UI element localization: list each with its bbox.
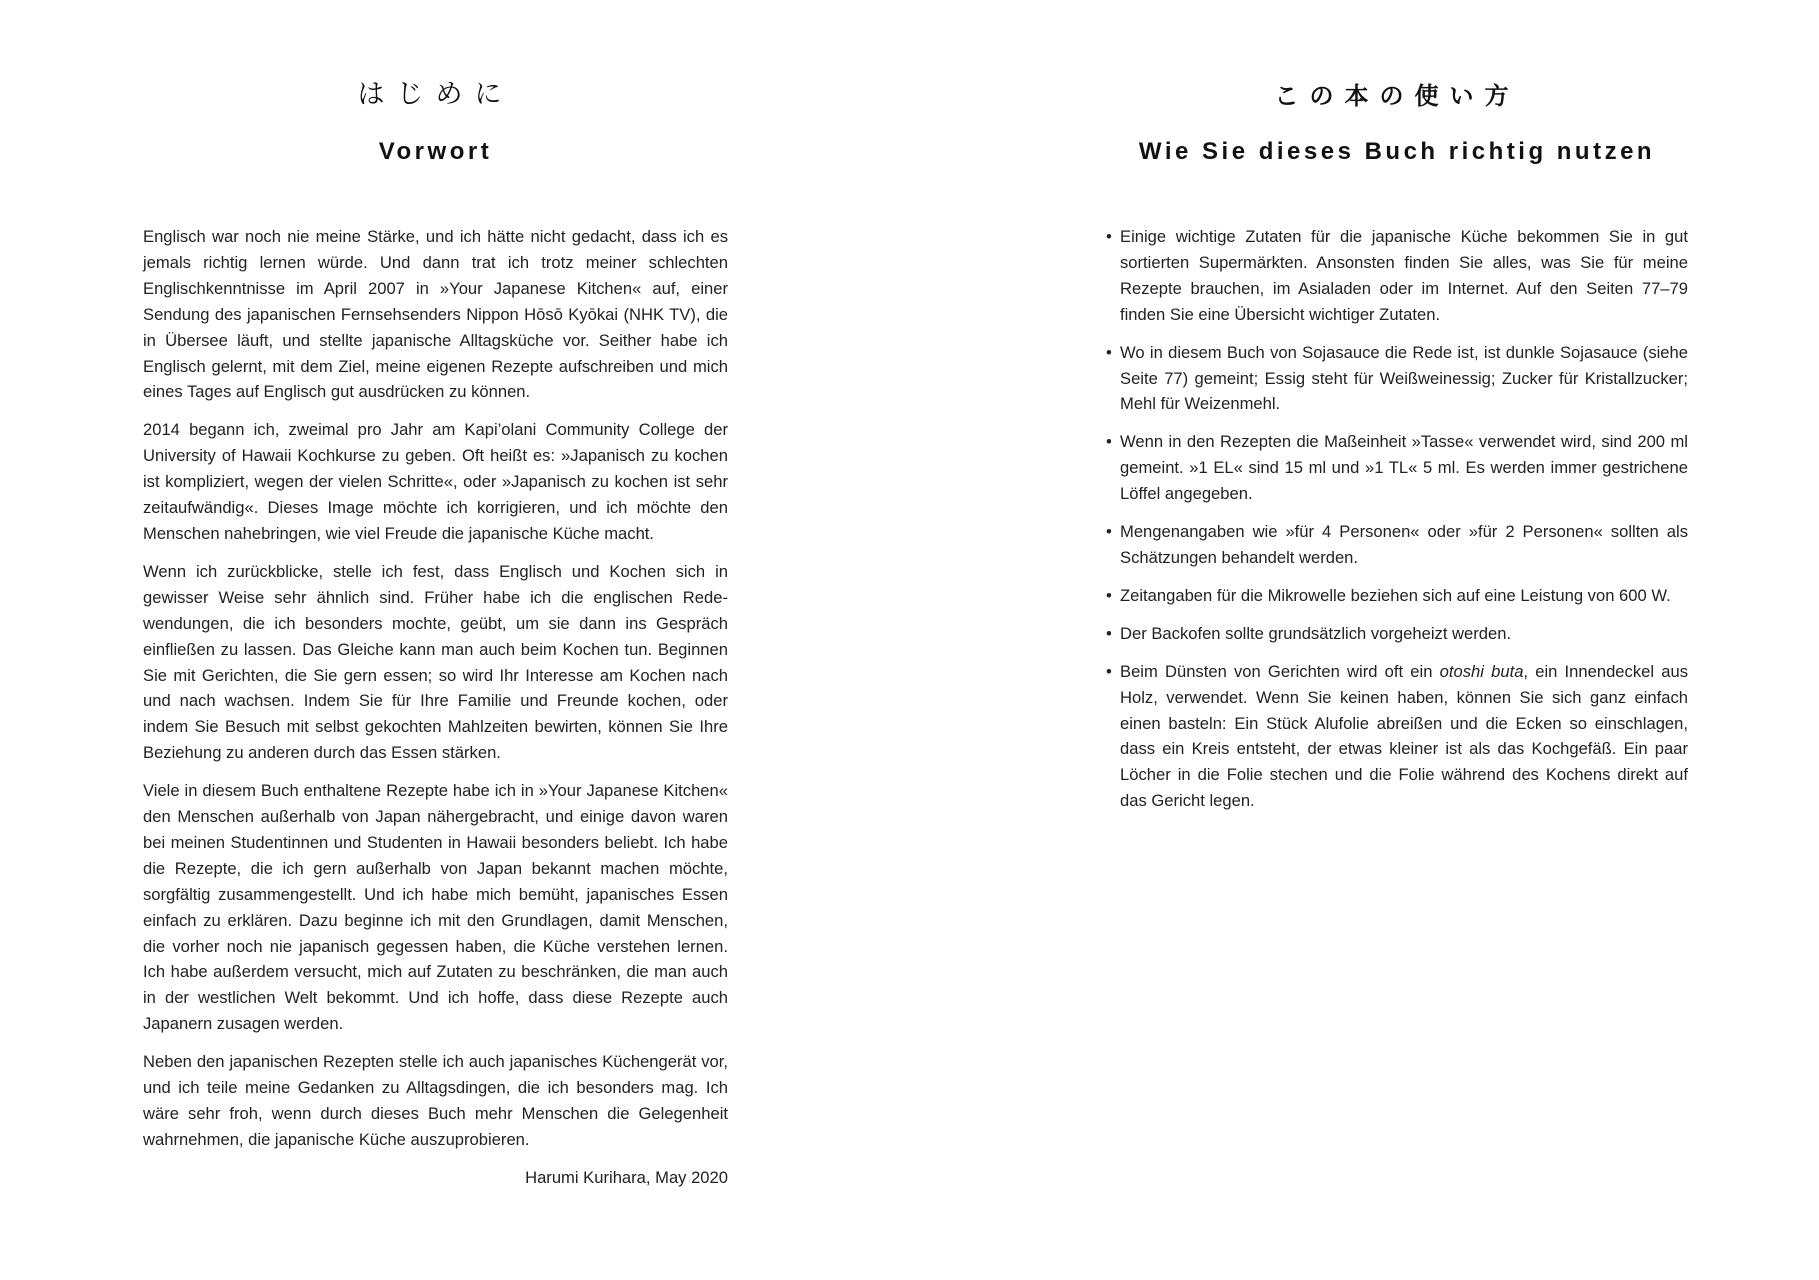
bullet-icon: • bbox=[1106, 342, 1112, 362]
preface-paragraph: Wenn ich zurückblicke, stelle ich fest, dass Englisch und Kochen sich in gewisser Weise sehr ähnlich sind. Früher habe ich die englischen Redewendungen, die ich besonders mochte, geübt, um sie dann ins Gespräch einfließen zu lassen. Das Gleiche kann man auch beim Kochen tun. Beginnen Sie mit Gerichten, die Sie gern essen; so wird Ihr Interesse am Kochen nach und nach wachsen. Indem Sie für Ihre Familie und Freunde kochen, oder indem Sie Besuch mit selbst gekochten Mahlzeiten bewirten, können Sie Ihre Beziehung zu anderen durch das Essen stärken. bbox=[143, 561, 728, 763]
left-page bbox=[143, 0, 728, 1280]
bullet-icon: • bbox=[1106, 227, 1112, 246]
preface-body bbox=[143, 224, 728, 1191]
list-item-text: Zeitangaben für die Mikrowelle beziehen sich auf eine Leistung von 600 W. bbox=[1120, 585, 1671, 605]
list-item bbox=[1106, 224, 1688, 328]
list-item-text: Mengenangaben wie »für 4 Personen« oder »für 2 Personen« sollten als Schätzungen behandelt werden. bbox=[1120, 522, 1688, 567]
bullet-icon: • bbox=[1106, 661, 1112, 681]
list-item-text-before: Beim Dünsten von Gerichten wird oft ein bbox=[1120, 661, 1440, 681]
list-item-text: Einige wichtige Zutaten für die japanische Küche bekommen Sie in gut sortierten Supermärkten. Ansonsten finden Sie alles, was Sie für meine Rezepte brauchen, im Asialaden oder im Internet. Auf den Seiten 77–79 finden Sie eine Übersicht wichtiger Zutaten. bbox=[1120, 227, 1688, 324]
preface-paragraph: 2014 begann ich, zweimal pro Jahr am Kapi’olani Community College der University of Hawaii Kochkurse zu geben. Oft heißt es: »Japanisch zu kochen ist kompliziert, wegen der vielen Schritte«, oder »Japanisch zu kochen ist sehr zeitaufwändig«. Dieses Image möchte ich korrigieren, und ich möchte den Menschen nahebringen, wie viel Freude die japanische Küche macht. bbox=[143, 420, 728, 543]
japanese-title-howto: この本の使い方 bbox=[1274, 82, 1520, 110]
german-title-preface: Vorwort bbox=[378, 138, 493, 165]
bullet-icon: • bbox=[1106, 432, 1112, 452]
right-page bbox=[1106, 0, 1688, 1280]
list-item bbox=[1106, 340, 1688, 418]
bullet-icon: • bbox=[1106, 522, 1112, 542]
list-item-text: Wenn in den Rezepten die Maßeinheit »Tasse« verwendet wird, sind 200 ml gemeint. »1 EL« sind 15 ml und »1 TL« 5 ml. Es werden immer gestrichene Löffel angegeben. bbox=[1120, 432, 1688, 504]
japanese-title-preface: はじめに bbox=[357, 79, 514, 110]
bullet-icon: • bbox=[1106, 585, 1112, 605]
list-item bbox=[1106, 429, 1688, 507]
list-item bbox=[1106, 583, 1688, 609]
author-signature: Harumi Kurihara, May 2020 bbox=[525, 1167, 728, 1187]
list-item bbox=[1106, 621, 1688, 647]
german-title-howto: Wie Sie dieses Buch richtig nutzen bbox=[1138, 138, 1656, 165]
list-item-text: Der Backofen sollte grundsätzlich vorgeheizt werden. bbox=[1120, 623, 1512, 643]
preface-paragraph: Viele in diesem Buch enthaltene Rezepte habe ich in »Your Japanese Kitchen« den Menschen außerhalb von Japan nähergebracht, und einige davon waren bei meinen Studentinnen und Studenten in Hawaii besonders beliebt. Ich habe die Rezepte, die ich gern außerhalb von Japan bekannt machen möchte, sorgfältig zusammengestellt. Und ich habe mich bemüht, japanisches Essen einfach zu erklären. Dazu beginne ich mit den Grundlagen, damit Menschen, die vorher noch nie japanisch gegessen haben, die Küche verstehen lernen. Ich habe außerdem versucht, mich auf Zutaten zu beschränken, die man auch in der westlichen Welt bekommt. Und ich hoffe, dass diese Rezepte auch Japanern zusagen werden. bbox=[143, 781, 728, 1034]
list-item bbox=[1106, 659, 1688, 814]
preface-paragraph: Neben den japanischen Rezepten stelle ich auch japanisches Küchengerät vor, und ich teile meine Gedanken zu Alltagsdingen, die ich besonders mag. Ich wäre sehr froh, wenn durch dieses Buch mehr Menschen die Gelegenheit wahrnehmen, die japanische Küche auszuprobieren. bbox=[143, 1052, 728, 1149]
list-item-text-after: , ein Innendeckel aus Holz, verwendet. Wenn Sie keinen haben, können Sie sich ganz einfach einen basteln: Ein Stück Alufolie abreißen und die Ecken so einschlagen, dass ein Kreis entsteht, der etwas kleiner ist als das Kochgefäß. Ein paar Löcher in die Folie stechen und die Folie während des Kochens direkt auf das Gericht legen. bbox=[1120, 661, 1688, 811]
list-item-italic-term: otoshi buta bbox=[1439, 661, 1524, 681]
preface-paragraph: Englisch war noch nie meine Stärke, und ich hätte nicht gedacht, dass ich es jemals richtig lernen würde. Und dann trat ich trotz meiner schlechten Englischkenntnisse im April 2007 in »Your Japanese Kitchen« auf, einer Sendung des japanischen Fernsehsenders Nippon Hōsō Kyōkai (NHK TV), die in Übersee läuft, und stellte japanische Alltagsküche vor. Seither habe ich Englisch gelernt, mit dem Ziel, meine eigenen Rezepte aufschreiben und mich eines Tages auf Englisch gut ausdrücken zu können. bbox=[143, 227, 728, 402]
list-item-text: Wo in diesem Buch von Sojasauce die Rede ist, ist dunkle Sojasauce (siehe Seite 77) gemeint; Essig steht für Weißweinessig; Zucker für Kristallzucker; Mehl für Weizenmehl. bbox=[1120, 342, 1688, 414]
list-item bbox=[1106, 519, 1688, 571]
howto-bullet-list bbox=[1106, 224, 1688, 826]
bullet-icon: • bbox=[1106, 623, 1112, 643]
